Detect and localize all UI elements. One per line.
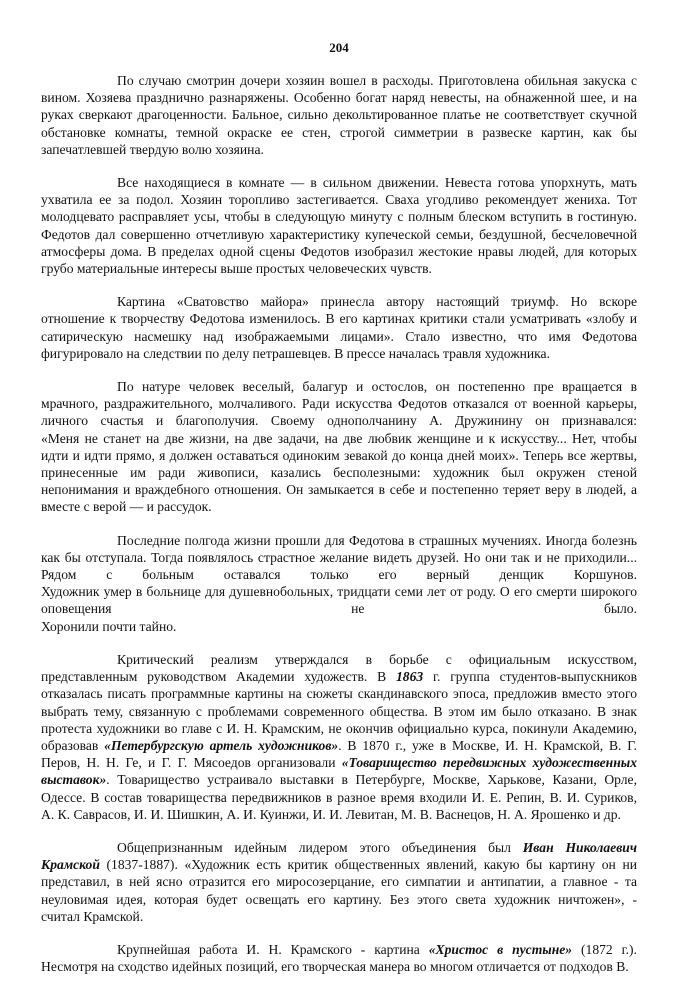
text-segment: непонимания и враждебного отношения. Он замыкается в себе и постепенно теряет веру в людей, а — [41, 482, 637, 498]
text-segment: мрачного, раздражительного, молчаливого. Ради искусства Федотов отказался от военной карьеры, — [41, 396, 637, 412]
text-segment: Все находящиеся в комнате — в сильном движении. Невеста готова упорхнуть, мать — [117, 175, 637, 191]
emphasis-text: «Христос в пустыне» — [428, 941, 573, 957]
text-line — [41, 89, 637, 106]
text-line — [41, 260, 637, 277]
text-segment: фигурировало на следствии по делу петрашевцев. В прессе началась травля художника. — [41, 345, 550, 361]
text-segment: А. К. Саврасов, И. И. Шишкин, А. И. Куинжи, И. И. Левитан, М. В. Васнецов, Н. А. Ярошенко и др. — [41, 806, 621, 822]
text-line — [41, 481, 637, 498]
text-segment: г. группа студентов-выпускников — [423, 669, 637, 685]
text-segment: отказалась писать программные картины на сюжеты скандинавского эпоса, предложив вместо этого — [41, 686, 637, 702]
paragraph — [41, 378, 637, 516]
text-segment: По натуре человек веселый, балагур и остослов, он постепенно пре вращается в — [117, 379, 637, 395]
emphasis-text: Крамской — [41, 857, 100, 873]
text-line — [41, 106, 637, 123]
text-segment: протеста художники во главе с И. Н. Крамским, не окончив официально курса, покинули Академию, — [41, 720, 637, 736]
page-number: 204 — [329, 40, 349, 55]
text-line — [41, 685, 637, 702]
text-line — [41, 293, 637, 310]
text-segment: выбрать тему, связанную с проблемами современного общества. В этом им было отказано. В знак — [41, 703, 637, 719]
text-line — [41, 243, 637, 260]
text-line — [41, 174, 637, 191]
text-line — [41, 328, 637, 345]
text-line — [41, 754, 637, 771]
text-segment: Последние полгода жизни прошли для Федотова в страшных мучениях. Иногда болезнь — [117, 532, 637, 548]
text-segment: Хоронили почти тайно. — [41, 618, 177, 634]
text-line — [41, 891, 637, 908]
text-line — [41, 941, 637, 958]
text-line — [41, 720, 637, 737]
text-line — [41, 378, 637, 395]
text-line — [41, 395, 637, 412]
text-segment: Перов, Н. Н. Ге, и Г. Г. Мясоедов организовали — [41, 755, 342, 771]
text-segment: считал Крамской. — [41, 908, 144, 924]
paragraph — [41, 651, 637, 823]
text-line — [41, 124, 637, 141]
text-line — [41, 651, 637, 668]
text-line — [41, 430, 637, 447]
text-segment: «Меня не станет на две жизни, на две задачи, на две любвик женщине и к искусству... Нет, чтобы — [41, 430, 637, 446]
emphasis-text: «Товарищество передвижных художественных — [341, 755, 637, 771]
paragraph — [41, 532, 637, 635]
text-segment: Крупнейшая работа И. Н. Крамского - картина — [117, 941, 429, 957]
text-segment: (1837-1887). «Художник есть критик общественных явлений, какую бы картину он ни — [99, 857, 637, 873]
text-segment: Художник умер в больнице для душевнобольных, тридцати семи лет от роду. О его смерти широкого — [41, 584, 637, 600]
text-segment: Одессе. В состав товарищества передвижников в разное время входили И. Е. Репин, В. И. Суриков, — [41, 789, 637, 805]
emphasis-text: выставок» — [41, 772, 107, 788]
text-segment: молодцевато расправляет усы, чтобы в следующую минуту с полным блеском вступить в гостиную. — [41, 209, 637, 225]
text-segment: личного счастья и благополучия. Своему однополчанину А. Дружинину он признавался: — [41, 413, 637, 429]
text-line — [41, 532, 637, 549]
text-line — [41, 191, 637, 208]
text-segment: оповещения не было. — [41, 601, 637, 617]
text-line — [41, 412, 637, 429]
text-line — [41, 856, 637, 873]
text-line — [41, 958, 637, 975]
text-line — [41, 72, 637, 89]
text-segment: грубо материальные интересы выше простых человеческих чувств. — [41, 261, 432, 277]
text-line — [41, 447, 637, 464]
emphasis-text: «Петербургскую артель художников» — [104, 737, 339, 753]
text-line — [41, 873, 637, 890]
text-segment: Федотов дал совершенно отчетливую характеристику купеческой семьи, бездушной, бесчеловечной — [41, 226, 637, 242]
paragraph — [41, 72, 637, 158]
text-segment: как бы отступала. Тогда появлялось страстное желание видеть друзей. Но они так и не приходили... — [41, 549, 637, 565]
text-segment: . В 1870 г., уже в Москве, И. Н. Крамской, В. Г. — [338, 737, 637, 753]
text-segment: По случаю смотрин дочери хозяин вошел в расходы. Приготовлена обильная закуска с — [117, 73, 637, 88]
text-segment: сатирическую насмешку над изображаемыми лицами». Стало известно, что имя Федотова — [41, 328, 637, 344]
text-line — [41, 464, 637, 481]
text-line — [41, 600, 637, 617]
text-segment: атмосферы дома. В пределах одной сцены Федотов изобразил жестокие нравы людей, для которых — [41, 243, 637, 259]
text-segment: принесенные им ради живописи, казались бесполезными: художник был окружен стеной — [41, 465, 637, 481]
text-segment: ухватила ее за подол. Хозяин торопливо застегивается. Сваха угодливо рекомендует жениха. Тот — [41, 192, 637, 208]
text-segment: Несмотря на сходство идейных позиций, его творческая манера во многом отличается от подходов В. — [41, 959, 629, 975]
paragraph — [41, 174, 637, 277]
text-segment: идти и идти прямо, я должен оставаться одиноким зевакой до конца дней моих». Теперь все жертвы, — [41, 447, 637, 463]
text-line — [41, 668, 637, 685]
text-segment: запечатлевшей твердую волю хозяина. — [41, 141, 264, 157]
text-line — [41, 310, 637, 327]
text-segment: обстановке комнаты, темной окраске ее стен, строгой симметрии в развеске картин, как бы — [41, 124, 637, 140]
text-segment: представил, в ней ясно отразится его миросозерцание, его симпатии и антипатии, а главное - та — [41, 874, 637, 890]
text-segment: Критический реализм утверждался в борьбе с официальным искусством, — [117, 651, 637, 667]
text-segment: неуловимая идея, которая будет освещать его картину. Без этого света художник ничтожен», - — [41, 891, 637, 907]
text-segment: Рядом с больным оставался только его верный денщик Коршунов. — [41, 567, 637, 583]
text-line — [41, 549, 637, 566]
page-body — [41, 72, 637, 991]
text-line — [41, 618, 637, 635]
paragraph — [41, 839, 637, 925]
text-line — [41, 703, 637, 720]
text-segment: (1872 г.). — [572, 941, 637, 957]
text-line — [41, 498, 637, 515]
text-line — [41, 908, 637, 925]
text-line — [41, 345, 637, 362]
text-segment: отношение к творчеству Федотова изменилось. В его картинах критики стали усматривать «злобу и — [41, 311, 637, 327]
emphasis-text: 1863 — [395, 669, 424, 685]
text-segment: образовав — [41, 737, 105, 753]
text-line — [41, 226, 637, 243]
text-line — [41, 583, 637, 600]
emphasis-text: Иван Николаевич — [522, 839, 637, 855]
paragraph — [41, 293, 637, 362]
text-segment: представленным руководством Академии художеств. В — [41, 669, 396, 685]
text-segment: Общепризнанным идейным лидером этого объединения был — [117, 839, 523, 855]
paragraph — [41, 941, 637, 975]
text-line — [41, 208, 637, 225]
text-line — [41, 566, 637, 583]
text-segment: . Товарищество устраивало выставки в Петербурге, Москве, Харькове, Казани, Орле, — [106, 772, 637, 788]
text-line — [41, 839, 637, 856]
text-line — [41, 771, 637, 788]
text-segment: Картина «Сватовство майора» принесла автору настоящий триумф. Но вскоре — [117, 294, 637, 310]
text-line — [41, 806, 637, 823]
text-segment: руках сверкают драгоценности. Бальное, сильно декольтированное платье не соответствует скучной — [41, 107, 637, 123]
text-line — [41, 789, 637, 806]
text-segment: вином. Хозяева празднично разнаряжены. Особенно богат наряд невесты, на обнаженной шее, и на — [41, 90, 637, 106]
text-segment: вместе с верой — и рассудок. — [41, 499, 212, 515]
text-line — [41, 737, 637, 754]
text-line — [41, 141, 637, 158]
